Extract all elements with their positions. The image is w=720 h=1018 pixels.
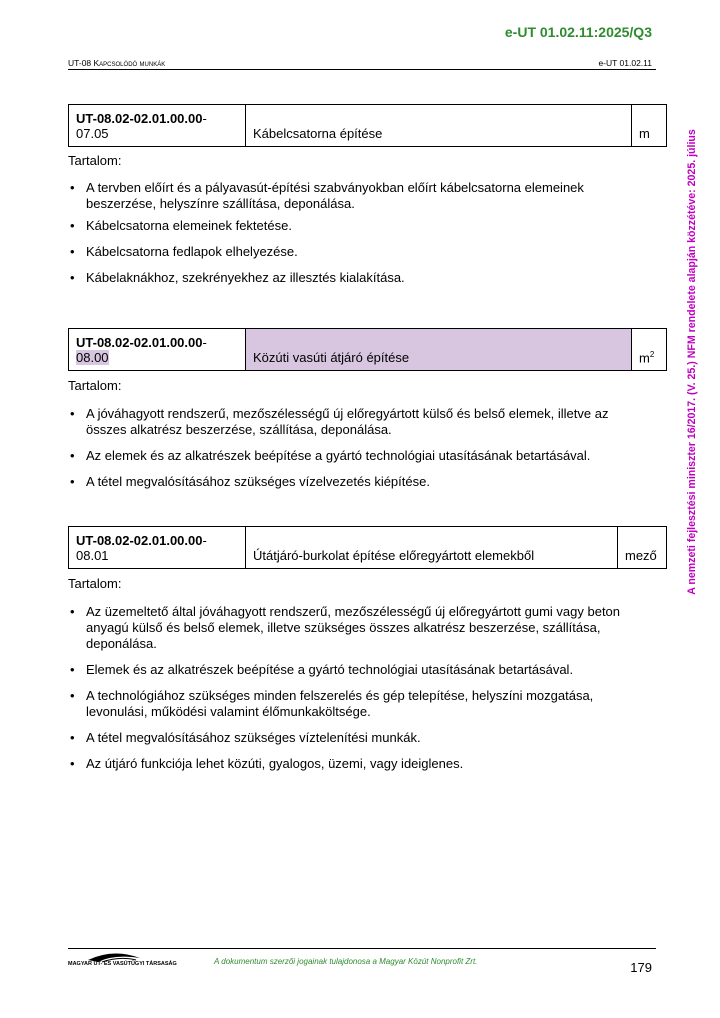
list-item: • Kábelaknákhoz, szekrényekhez az illesztés kialakítása.	[68, 270, 628, 286]
content-label: Tartalom:	[68, 576, 122, 591]
company-logo-text: MAGYAR ÚT- ÉS VASÚTÜGYI TÁRSASÁG	[68, 961, 177, 967]
item-code-cell	[69, 329, 246, 371]
list-item: • A tétel megvalósításához szükséges víztelenítési munkák.	[68, 730, 628, 746]
item-code-cell	[69, 105, 246, 147]
item-code-suffix: -08.01	[76, 533, 207, 563]
list-item: • Kábelcsatorna elemeinek fektetése.	[68, 218, 628, 234]
list-item: • Kábelcsatorna fedlapok elhelyezése.	[68, 244, 628, 260]
item-table-2	[68, 328, 667, 371]
item-title-cell	[246, 329, 632, 371]
item-code-dash: -	[202, 335, 207, 350]
item-code: UT-08.02-02.01.00.00	[76, 111, 203, 126]
item-title-cell	[246, 527, 618, 569]
list-item: • A tétel megvalósításához szükséges vízelvezetés kiépítése.	[68, 474, 628, 490]
item-title: Útátjáró-burkolat építése előregyártott elemekből	[253, 548, 535, 563]
item-3-bullets	[68, 604, 628, 772]
item-unit-cell	[632, 105, 667, 147]
list-item: • Elemek és az alkatrészek beépítése a gyártó technológiai utasításának betartásával.	[68, 662, 628, 678]
item-table-3	[68, 526, 667, 569]
item-unit: m	[639, 350, 650, 365]
document-reference: e-UT 01.02.11	[598, 58, 652, 68]
side-note-band	[683, 96, 701, 628]
item-code-highlight: 08.00	[76, 350, 109, 365]
document-code: e-UT 01.02.11:2025/Q3	[504, 24, 652, 40]
list-item: • A jóváhagyott rendszerű, mezőszélességű új előregyártott külső és belső elemek, illetve az összes alkatrész beszerzése, szállítása, deponálása.	[68, 406, 628, 438]
item-unit: m	[639, 126, 650, 141]
side-publication-note: A nemzeti fejlesztési miniszter 16/2017. (V. 25.) NFM rendelete alapján közzétéve: 2025. július	[686, 129, 698, 595]
list-item: • Az elemek és az alkatrészek beépítése a gyártó technológiai utasításának betartásával.	[68, 448, 628, 464]
item-1-bullets	[68, 180, 628, 286]
item-title-cell	[246, 105, 632, 147]
item-unit: mező	[625, 548, 657, 563]
list-item: • A technológiához szükséges minden felszerelés és gép telepítése, helyszíni mozgatása, levonulási, működési valamint élőmunkaköltsége.	[68, 688, 628, 720]
content-label: Tartalom:	[68, 153, 122, 168]
item-code-cell	[69, 527, 246, 569]
section-header: UT-08 Kapcsolódó munkák	[68, 58, 166, 68]
item-title: Kábelcsatorna építése	[253, 126, 383, 141]
header-divider	[68, 69, 656, 70]
page-number: 179	[630, 960, 652, 975]
item-unit-cell	[618, 527, 667, 569]
copyright-note: A dokumentum szerzői jogainak tulajdonosa a Magyar Közút Nonprofit Zrt.	[214, 957, 478, 966]
item-code: UT-08.02-02.01.00.00	[76, 335, 203, 350]
content-label: Tartalom:	[68, 378, 122, 393]
footer-divider	[68, 948, 656, 949]
item-code: UT-08.02-02.01.00.00	[76, 533, 203, 548]
item-title: Közúti vasúti átjáró építése	[253, 350, 410, 365]
item-code-suffix: -07.05	[76, 111, 207, 141]
item-unit-cell	[632, 329, 667, 371]
list-item: • A tervben előírt és a pályavasút-építési szabványokban előírt kábelcsatorna elemeinek beszerzése, helyszínre szállítása, deponálása.	[68, 180, 628, 212]
list-item: • Az üzemeltető által jóváhagyott rendszerű, mezőszélességű új előregyártott gumi vagy beton anyagú külső és belső elemek, illetve szükséges összes alkatrész beszerzése, szállítása, deponálása.	[68, 604, 628, 652]
item-unit-exponent: 2	[649, 349, 655, 359]
item-table-1	[68, 104, 667, 147]
list-item: • Az útjáró funkciója lehet közúti, gyalogos, üzemi, vagy ideiglenes.	[68, 756, 628, 772]
item-2-bullets	[68, 406, 628, 490]
